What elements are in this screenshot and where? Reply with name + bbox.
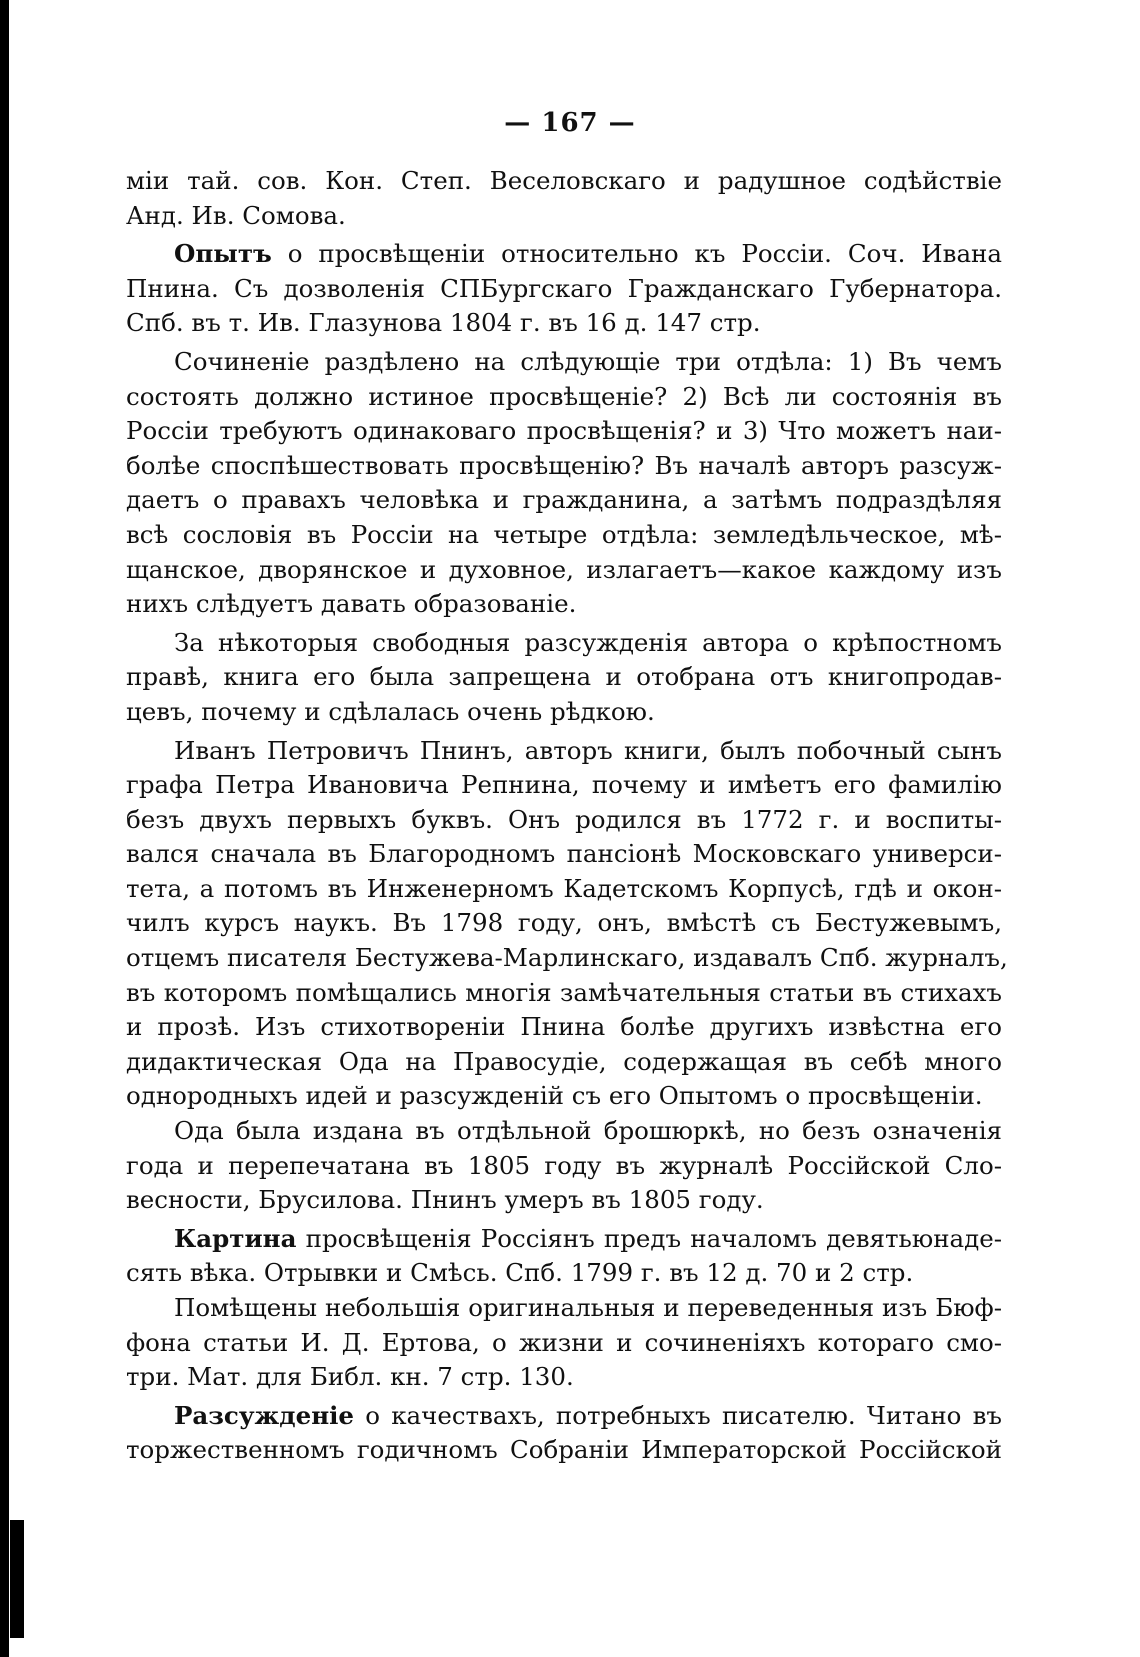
text-line: щанское, дворянское и духовное, излагаетъ—какое каждому изъ xyxy=(126,554,1002,584)
text-line xyxy=(126,237,1002,272)
text-line: правѣ, книга его была запрещена и отобрана отъ книгопродав- xyxy=(126,662,1002,692)
scan-edge-shadow-bottom xyxy=(10,1520,24,1638)
text-line: Анд. Ив. Сомова. xyxy=(126,200,346,230)
text-line: фона статьи И. Д. Ертова, о жизни и сочиненіяхъ котораго смо- xyxy=(126,1327,1002,1357)
bibliography-entry xyxy=(126,1399,1002,1468)
text-line: даетъ о правахъ человѣка и гражданина, а затѣмъ подраздѣляя xyxy=(126,485,1002,515)
text-line: чилъ курсъ наукъ. Въ 1798 году, онъ, вмѣстѣ съ Бестужевымъ, xyxy=(126,908,1002,938)
text-line: графа Петра Ивановича Репнина, почему и имѣетъ его фамилію xyxy=(126,770,1002,800)
text-line: нихъ слѣдуетъ давать образованіе. xyxy=(126,589,577,619)
text-line: Иванъ Петровичъ Пнинъ, авторъ книги, былъ побочный сынъ xyxy=(174,735,1002,765)
text-line: однородныхъ идей и разсужденій съ его Опытомъ о просвѣщеніи. xyxy=(126,1081,983,1111)
text-line: года и перепечатана въ 1805 году въ журналѣ Россійской Сло- xyxy=(126,1150,1002,1180)
paragraph xyxy=(126,1114,1002,1218)
text-line: Россіи требуютъ одинаковаго просвѣщенія? и 3) Что можетъ наи- xyxy=(126,416,1002,446)
text-line: міи тай. сов. Кон. Степ. Веселовскаго и радушное содѣйствіе xyxy=(126,166,1002,195)
text-line: и прозѣ. Изъ стихотвореніи Пнина болѣе другихъ извѣстна его xyxy=(126,1012,1002,1042)
text-line: состоять должно истиное просвѣщеніе? 2) Всѣ ли состоянія въ xyxy=(126,381,1002,411)
text-line: весности, Брусилова. Пнинъ умеръ въ 1805 году. xyxy=(126,1185,764,1215)
text-line: цевъ, почему и сдѣлалась очень рѣдкою. xyxy=(126,696,655,726)
text-line: Пнина. Съ дозволенія СПБургскаго Гражданскаго Губернатора. xyxy=(126,273,1002,303)
text-line: сять вѣка. Отрывки и Смѣсь. Спб. 1799 г. въ 12 д. 70 и 2 стр. xyxy=(126,1258,914,1288)
text-line: вался сначала въ Благородномъ пансіонѣ Московскаго универси- xyxy=(126,839,1002,869)
text-line: тета, а потомъ въ Инженерномъ Кадетскомъ Корпусѣ, гдѣ и окон- xyxy=(126,873,1002,903)
text-line: всѣ сословія въ Россіи на четыре отдѣла: земледѣльческое, мѣ- xyxy=(126,519,1002,549)
page-body xyxy=(126,164,1008,1468)
text-line: Помѣщены небольшія оригинальныя и переведенныя изъ Бюф- xyxy=(174,1293,1002,1322)
bibliography-entry xyxy=(126,1222,1002,1291)
text-line-rest: о качествахъ, потребныхъ писателю. Читано въ xyxy=(354,1400,1002,1430)
paragraph xyxy=(126,626,1002,730)
entry-title: Опытъ xyxy=(174,239,272,269)
bibliography-entry xyxy=(126,237,1002,341)
text-line: Спб. въ т. Ив. Глазунова 1804 г. въ 16 д. 147 стр. xyxy=(126,308,761,338)
text-line: торжественномъ годичномъ Собраніи Императорской Россійской xyxy=(126,1435,1002,1465)
entry-title: Разсужденіе xyxy=(174,1400,355,1430)
paragraph xyxy=(126,734,1008,1115)
scan-edge-shadow xyxy=(0,0,9,1657)
text-line: болѣе споспѣшествовать просвѣщенію? Въ началѣ авторъ разсуж- xyxy=(126,450,1002,480)
text-line: отцемъ писателя Бестужева-Марлинскаго, издавалъ Спб. журналъ, xyxy=(126,943,1008,973)
text-line: дидактическая Ода на Правосудіе, содержащая въ себѣ много xyxy=(126,1046,1002,1076)
paragraph xyxy=(126,164,1002,233)
text-line-rest: о просвѣщеніи относительно къ Россіи. Соч. Ивана xyxy=(271,239,1002,269)
text-line xyxy=(126,1222,1002,1257)
paragraph xyxy=(126,345,1002,622)
text-line: въ которомъ помѣщались многія замѣчательныя статьи въ стихахъ xyxy=(126,977,1002,1007)
entry-title: Картина xyxy=(174,1223,297,1253)
text-line: три. Мат. для Библ. кн. 7 стр. 130. xyxy=(126,1362,574,1392)
text-line: За нѣкоторыя свободныя разсужденія автора о крѣпостномъ xyxy=(174,627,1002,657)
text-line: безъ двухъ первыхъ буквъ. Онъ родился въ 1772 г. и воспиты- xyxy=(126,804,1002,834)
page-number: — 167 — xyxy=(504,108,636,138)
text-line xyxy=(126,1399,1002,1434)
text-line: Сочиненіе раздѣлено на слѣдующіе три отдѣла: 1) Въ чемъ xyxy=(174,346,1002,376)
text-line: Ода была издана въ отдѣльной брошюркѣ, но безъ означенія xyxy=(174,1116,1002,1146)
paragraph xyxy=(126,1291,1002,1395)
text-line-rest: просвѣщенія Россіянъ предъ началомъ девятьюнаде- xyxy=(296,1223,1002,1253)
